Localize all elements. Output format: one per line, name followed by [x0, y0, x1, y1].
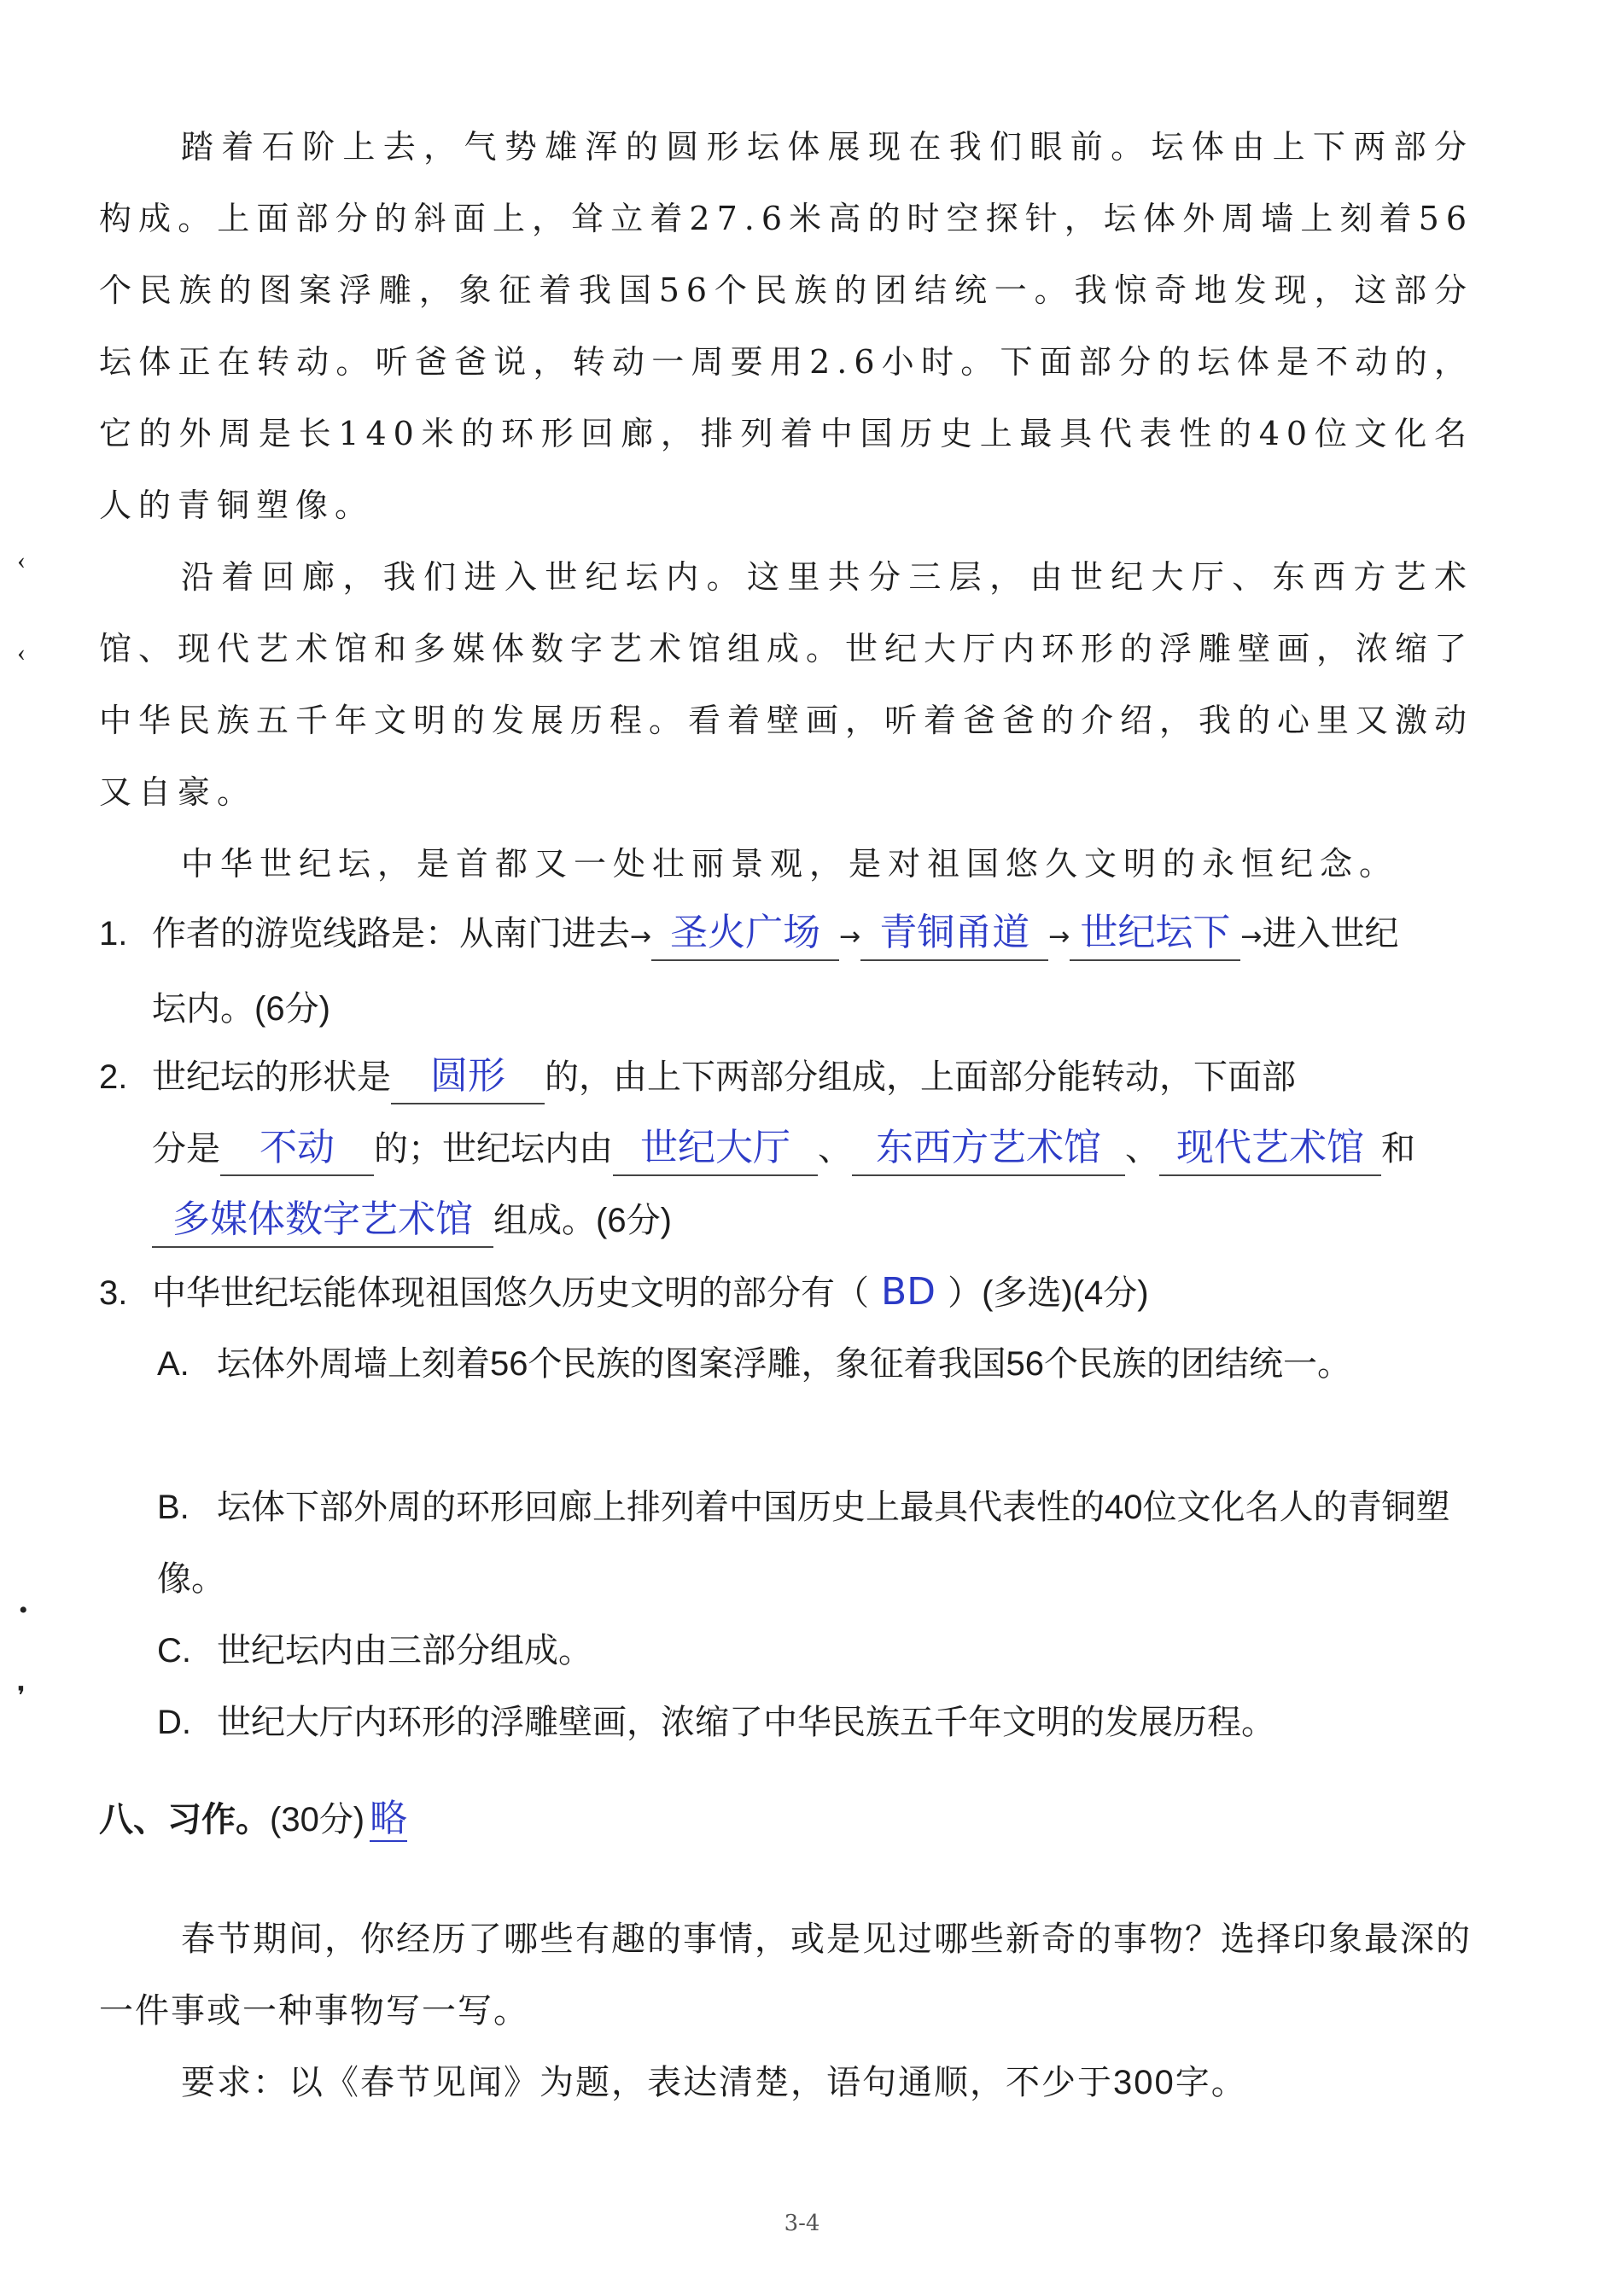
- option-label: A.: [157, 1345, 190, 1383]
- question-text: 世纪坛的形状是: [152, 1058, 391, 1096]
- handwritten-answer: 东西方艺术馆: [876, 1126, 1101, 1169]
- question-text-line-2: [99, 1113, 1482, 1185]
- arrow-icon: →: [1048, 922, 1070, 952]
- handwritten-answer[interactable]: BD: [881, 1270, 936, 1314]
- question-1: [99, 898, 1482, 1045]
- answer-blank-hall-1[interactable]: [613, 1122, 818, 1176]
- question-text: 的，由上下两部分组成，上面部分能转动，下面部: [545, 1058, 1296, 1096]
- arrow-icon: →: [839, 922, 861, 952]
- question-text: 作者的游览线路是：从南门进去: [152, 915, 630, 953]
- passage-paragraph-1: 踏着石阶上去，气势雄浑的圆形坛体展现在我们眼前。坛体由上下两部分构成。上面部分的斜面上，耸立着27.6米高的时空探针，坛体外周墙上刻着56个民族的图案浮雕，象征着我国56个民族的团结统一。我惊奇地发现，这部分坛体正在转动。听爸爸说，转动一周要用2.6小时。下面部分的坛体是不动的，它的外周是长140米的环形回廊，排列着中国历史上最具代表性的40位文化名人的青铜塑像。: [99, 128, 1473, 524]
- option-label: B.: [157, 1489, 190, 1526]
- arrow-icon: →: [1240, 922, 1263, 952]
- margin-mark: ❜: [17, 1682, 26, 1710]
- question-text: 组成。(6分): [493, 1202, 672, 1239]
- answer-blank-shape[interactable]: [391, 1051, 545, 1104]
- question-number: 2.: [99, 1058, 128, 1096]
- question-2: [99, 1041, 1482, 1256]
- section-score: (30分): [270, 1801, 365, 1839]
- option-d[interactable]: [157, 1687, 1489, 1758]
- margin-mark: ‹: [17, 638, 26, 667]
- question-number: 3.: [99, 1274, 128, 1312]
- handwritten-answer: 世纪坛下: [1080, 911, 1231, 954]
- option-b[interactable]: [157, 1471, 1489, 1615]
- question-text-continued: 坛内。(6分): [152, 990, 330, 1028]
- margin-mark: ‹: [17, 546, 26, 574]
- option-text: 坛体外周墙上刻着56个民族的图案浮雕，象征着我国56个民族的团结统一。: [217, 1345, 1351, 1383]
- option-text: 世纪坛内由三部分组成。: [217, 1632, 592, 1670]
- option-label: D.: [157, 1704, 191, 1741]
- answer-blank-lower[interactable]: [220, 1122, 374, 1176]
- separator: 、: [818, 1130, 852, 1168]
- handwritten-answer: 世纪大厅: [640, 1126, 790, 1169]
- handwritten-answer: 圣火广场: [670, 911, 821, 954]
- handwritten-answer: 多媒体数字艺术馆: [172, 1198, 473, 1241]
- handwritten-answer: 青铜甬道: [879, 911, 1030, 954]
- passage-paragraph-3: 中华世纪坛，是首都又一处壮丽景观，是对祖国悠久文明的永恒纪念。: [181, 845, 1399, 883]
- option-text: 坛体下部外周的环形回廊上排列着中国历史上最具代表性的40位文化名人的青铜塑像。: [157, 1489, 1450, 1598]
- handwritten-answer: 圆形: [430, 1054, 505, 1098]
- answer-blank-1[interactable]: [651, 907, 839, 961]
- option-a[interactable]: [157, 1328, 1489, 1400]
- question-text: 进入世纪: [1262, 915, 1399, 953]
- option-label: C.: [157, 1632, 191, 1670]
- answer-blank-2[interactable]: [860, 907, 1048, 961]
- handwritten-answer[interactable]: 略: [370, 1797, 408, 1840]
- option-text: 世纪大厅内环形的浮雕壁画，浓缩了中华民族五千年文明的发展历程。: [217, 1704, 1275, 1741]
- separator: 、: [1125, 1130, 1159, 1168]
- question-text: 分是: [152, 1130, 220, 1168]
- question-text: 和: [1381, 1130, 1415, 1168]
- question-text: 中华世纪坛能体现祖国悠久历史文明的部分有（: [152, 1274, 869, 1312]
- handwritten-answer: 现代艺术馆: [1176, 1126, 1364, 1169]
- question-text-line-3: [99, 1185, 1482, 1256]
- prompt-paragraph: 春节期间，你经历了哪些有趣的事情，或是见过哪些新奇的事物？选择印象最深的一件事或一种事物写一写。: [99, 1920, 1472, 2030]
- margin-mark: •: [19, 1596, 28, 1624]
- passage-paragraph-2: 沿着回廊，我们进入世纪坛内。这里共分三层，由世纪大厅、东西方艺术馆、现代艺术馆和多媒体数字艺术馆组成。世纪大厅内环形的浮雕壁画，浓缩了中华民族五千年文明的发展历程。看着壁画，听着爸爸的介绍，我的心里又激动又自豪。: [99, 558, 1474, 811]
- prompt-requirements: 要求：以《春节见闻》为题，表达清楚，语句通顺，不少于300字。: [181, 2064, 1247, 2101]
- page-number: 3-4: [784, 2211, 820, 2236]
- answer-blank-hall-4[interactable]: [152, 1194, 493, 1248]
- question-text: 的；世纪坛内由: [374, 1130, 613, 1168]
- answer-blank-hall-2[interactable]: [852, 1122, 1125, 1176]
- section-8-heading: [99, 1787, 407, 1842]
- section-title: 八、习作。: [99, 1801, 270, 1839]
- question-text: ）(多选)(4分): [948, 1274, 1149, 1312]
- question-number: 1.: [99, 915, 128, 953]
- option-c[interactable]: [157, 1615, 1489, 1687]
- answer-blank-3[interactable]: [1070, 907, 1240, 961]
- question-3: [99, 1256, 1482, 1329]
- handwritten-answer: 不动: [260, 1126, 335, 1169]
- answer-blank-hall-3[interactable]: [1159, 1122, 1381, 1176]
- arrow-icon: →: [630, 922, 652, 952]
